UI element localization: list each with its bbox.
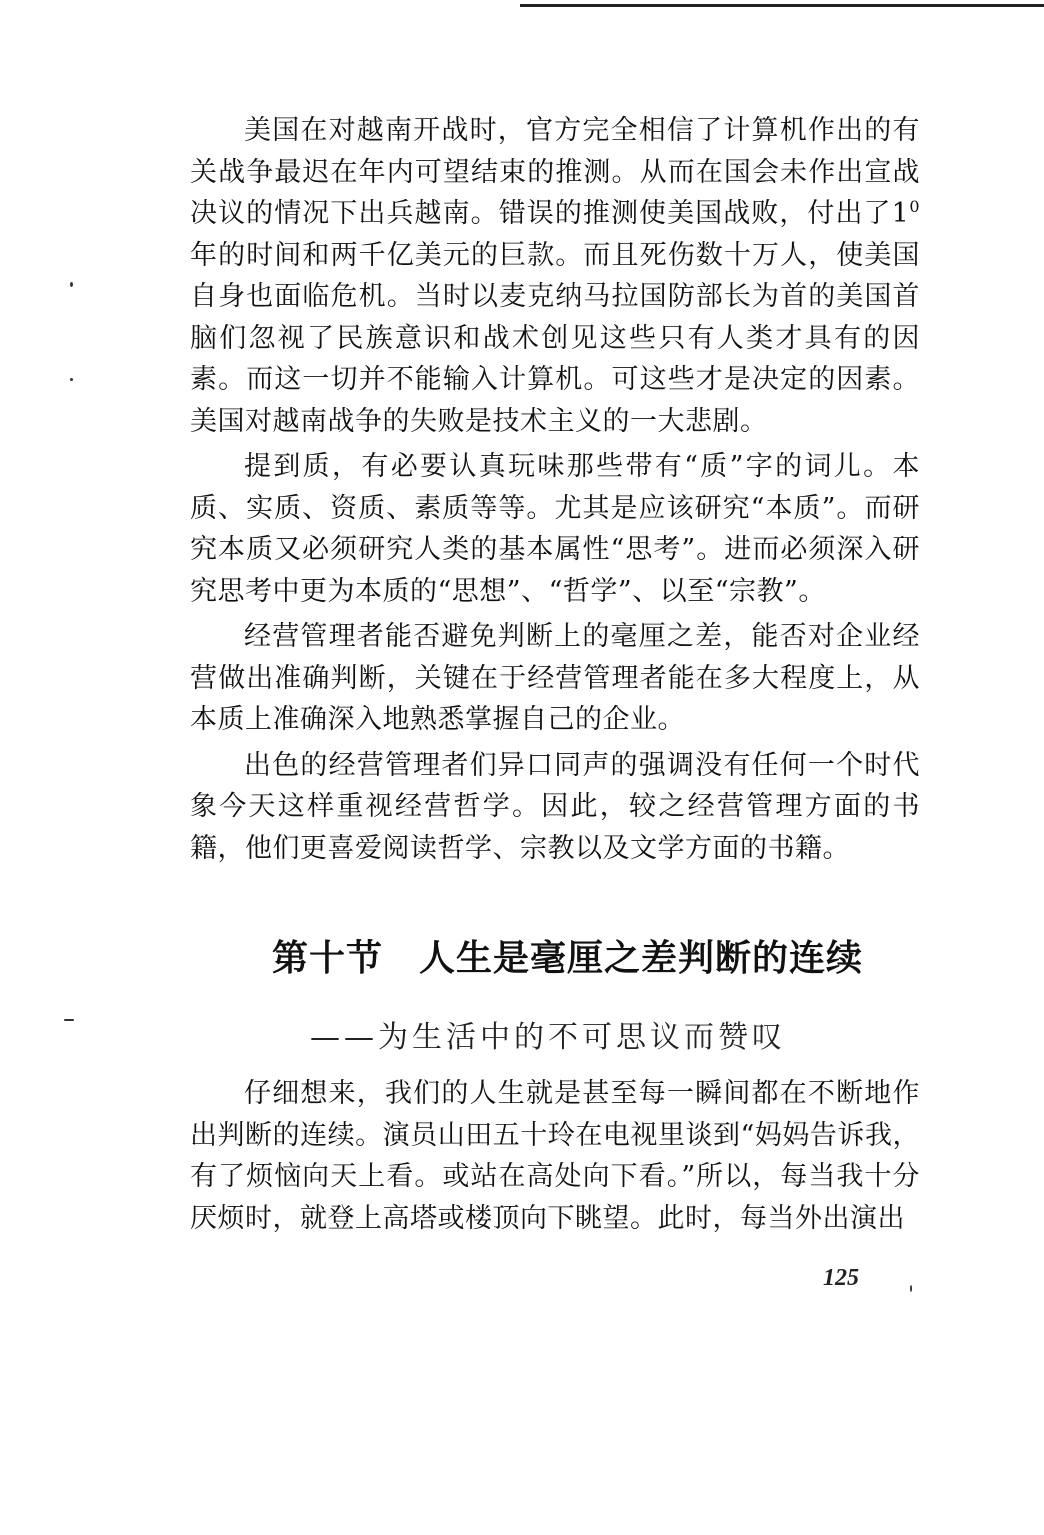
scan-speck [64, 1019, 74, 1021]
paragraph-text-continued: 年的时间和两千亿美元的巨款。而且死伤数十万人，使美国自身也面临危机。当时以麦克纳马拉国防部长为首的美国首脑们忽视了民族意识和战术创见这些只有人类才具有的因素。而这一切并不能输入计算机。可这些才是决定的因素。美国对越南战争的失败是技术主义的一大悲剧。 [190, 239, 920, 437]
paragraph-text: 美国在对越南开战时，官方完全相信了计算机作出的有关战争最迟在年内可望结束的推测。从而在国会未作出宣战决议的情况下出兵越南。错误的推测使美国战败，付出了1 [190, 115, 920, 229]
paragraph-management-judgment: 经营管理者能否避免判断上的毫厘之差，能否对企业经营做出准确判断，关键在于经营管理者能在多大程度上，从本质上准确深入地熟悉掌握自己的企业。 [190, 621, 920, 735]
superscript: 0 [909, 197, 920, 216]
section-title: 人生是毫厘之差判断的连续 [419, 938, 864, 979]
page-number: 125 [823, 1265, 859, 1291]
paragraph-vietnam-war [190, 110, 920, 442]
top-border-rule [520, 4, 1044, 7]
body-text-upper [190, 110, 920, 869]
section-subtitle: ——为生活中的不可思议而赞叹 [310, 1020, 786, 1055]
body-text-lower [190, 1073, 920, 1239]
scan-speck [70, 282, 73, 287]
section-heading [272, 930, 863, 981]
scan-speck [70, 378, 73, 381]
section-number: 第十节 [272, 938, 384, 979]
paragraph-quality: 提到质，有必要认真玩味那些带有“质”字的词儿。本质、实质、资质、素质等等。尤其是应该研究“本质”。而研究本质又必须研究人类的基本属性“思考”。进而必须深入研究思考中更为本质的“思想”、“哲学”、以至“宗教”。 [190, 451, 920, 607]
paragraph-life-judgment: 仔细想来，我们的人生就是甚至每一瞬间都在不断地作出判断的连续。演员山田五十玲在电视里谈到“妈妈告诉我，有了烦恼向天上看。或站在高处向下看。”所以，每当我十分厌烦时，就登上高塔或楼顶向下眺望。此时，每当外出演出 [190, 1078, 920, 1234]
paragraph-management-philosophy: 出色的经营管理者们异口同声的强调没有任何一个时代象今天这样重视经营哲学。因此，较之经营管理方面的书籍，他们更喜爱阅读哲学、宗教以及文学方面的书籍。 [190, 749, 920, 864]
scan-speck [910, 1285, 912, 1292]
